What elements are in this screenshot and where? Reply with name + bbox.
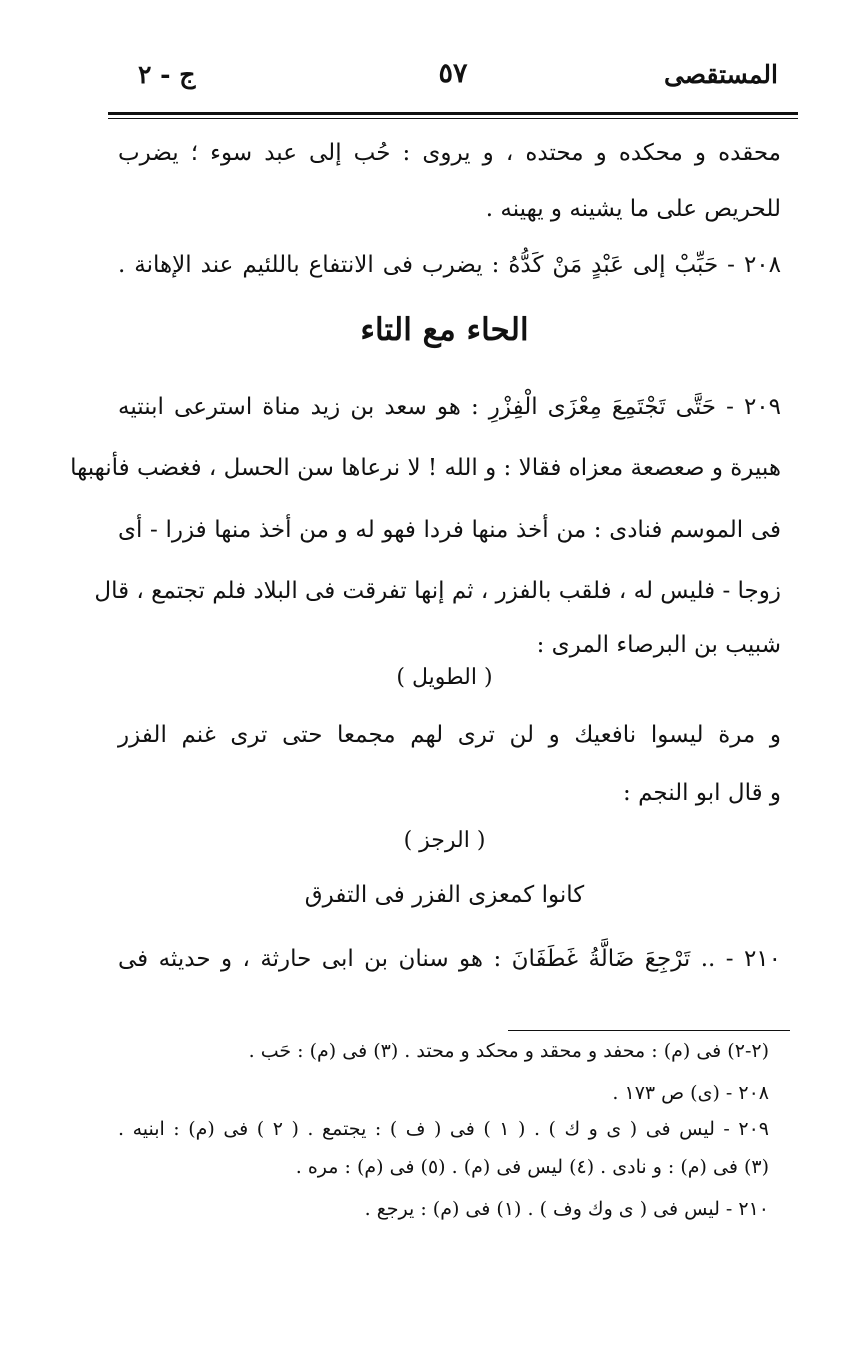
body-line: محقده و محكده و محتده ، و يروى : حُب إلى عبد سوء ؛ يضرب	[118, 140, 781, 166]
entry-210: ٢١٠ - .. تَرْجِعَ ضَالَّةُ غَطَفَانَ : هو سنان بن ابى حارثة ، و حديثه فى	[118, 946, 781, 972]
section-heading: الحاء مع التاء	[360, 312, 529, 348]
body-line: للحريص على ما يشينه و يهينه .	[485, 196, 781, 222]
footnote-separator	[508, 1030, 790, 1031]
page-header	[128, 58, 778, 98]
footnote: (٣) فى (م) : و نادى . (٤) ليس فى (م) . (٥) فى (م) : مره .	[295, 1156, 769, 1178]
volume-label: ج - ٢	[138, 60, 196, 89]
footnote: ٢٠٩ - ليس فى ( ى و ك ) . ( ١ ) فى ( ف ) : يجتمع . ( ٢ ) فى (م) : ابنيه .	[118, 1118, 769, 1140]
footnote: ٢١٠ - ليس فى ( ى وك وف ) . (١) فى (م) : يرجع .	[364, 1198, 769, 1220]
entry-209-line: شبيب بن البرصاء المرى :	[536, 632, 781, 658]
entry-209-line: ٢٠٩ - حَتَّى تَجْتَمِعَ مِعْزَى الْفِزْرِ : هو سعد بن زيد مناة استرعى ابنتيه	[118, 394, 781, 420]
entry-209-line: هبيرة و صعصعة معزاه فقالا : و الله ! لا نرعاها سن الحسل ، فغضب فأنهبها	[70, 455, 781, 481]
footnote: (٢-٢) فى (م) : محفد و محقد و محكد و محتد . (٣) فى (م) : حَب .	[248, 1040, 769, 1062]
header-rule-thick	[108, 112, 798, 115]
meter-label-tawil: ( الطويل )	[396, 665, 493, 690]
running-title: المستقصى	[663, 60, 778, 89]
poet-intro: و قال ابو النجم :	[623, 780, 781, 806]
footnote: ٢٠٨ - (ى) ص ١٧٣ .	[612, 1082, 769, 1104]
entry-208: ٢٠٨ - حَبِّبْ إلى عَبْدٍ مَنْ كَدُّهُ : يضرب فى الانتفاع باللئيم عند الإهانة .	[118, 252, 781, 278]
page-number: ٥٧	[438, 58, 468, 89]
verse-line: كانوا كمعزى الفزر فى التفرق	[304, 882, 585, 908]
meter-label-rajaz: ( الرجز )	[403, 828, 486, 853]
header-rule-thin	[108, 118, 798, 119]
verse-line: و مرة ليسوا نافعيك و لن ترى لهم مجمعا حتى ترى غنم الفزر	[118, 722, 781, 748]
entry-209-line: فى الموسم فنادى : من أخذ منها فردا فهو له و من أخذ منها فزرا - أى	[118, 517, 781, 543]
entry-209-line: زوجا - فليس له ، فلقب بالفزر ، ثم إنها تفرقت فى البلاد فلم تجتمع ، قال	[94, 578, 781, 604]
